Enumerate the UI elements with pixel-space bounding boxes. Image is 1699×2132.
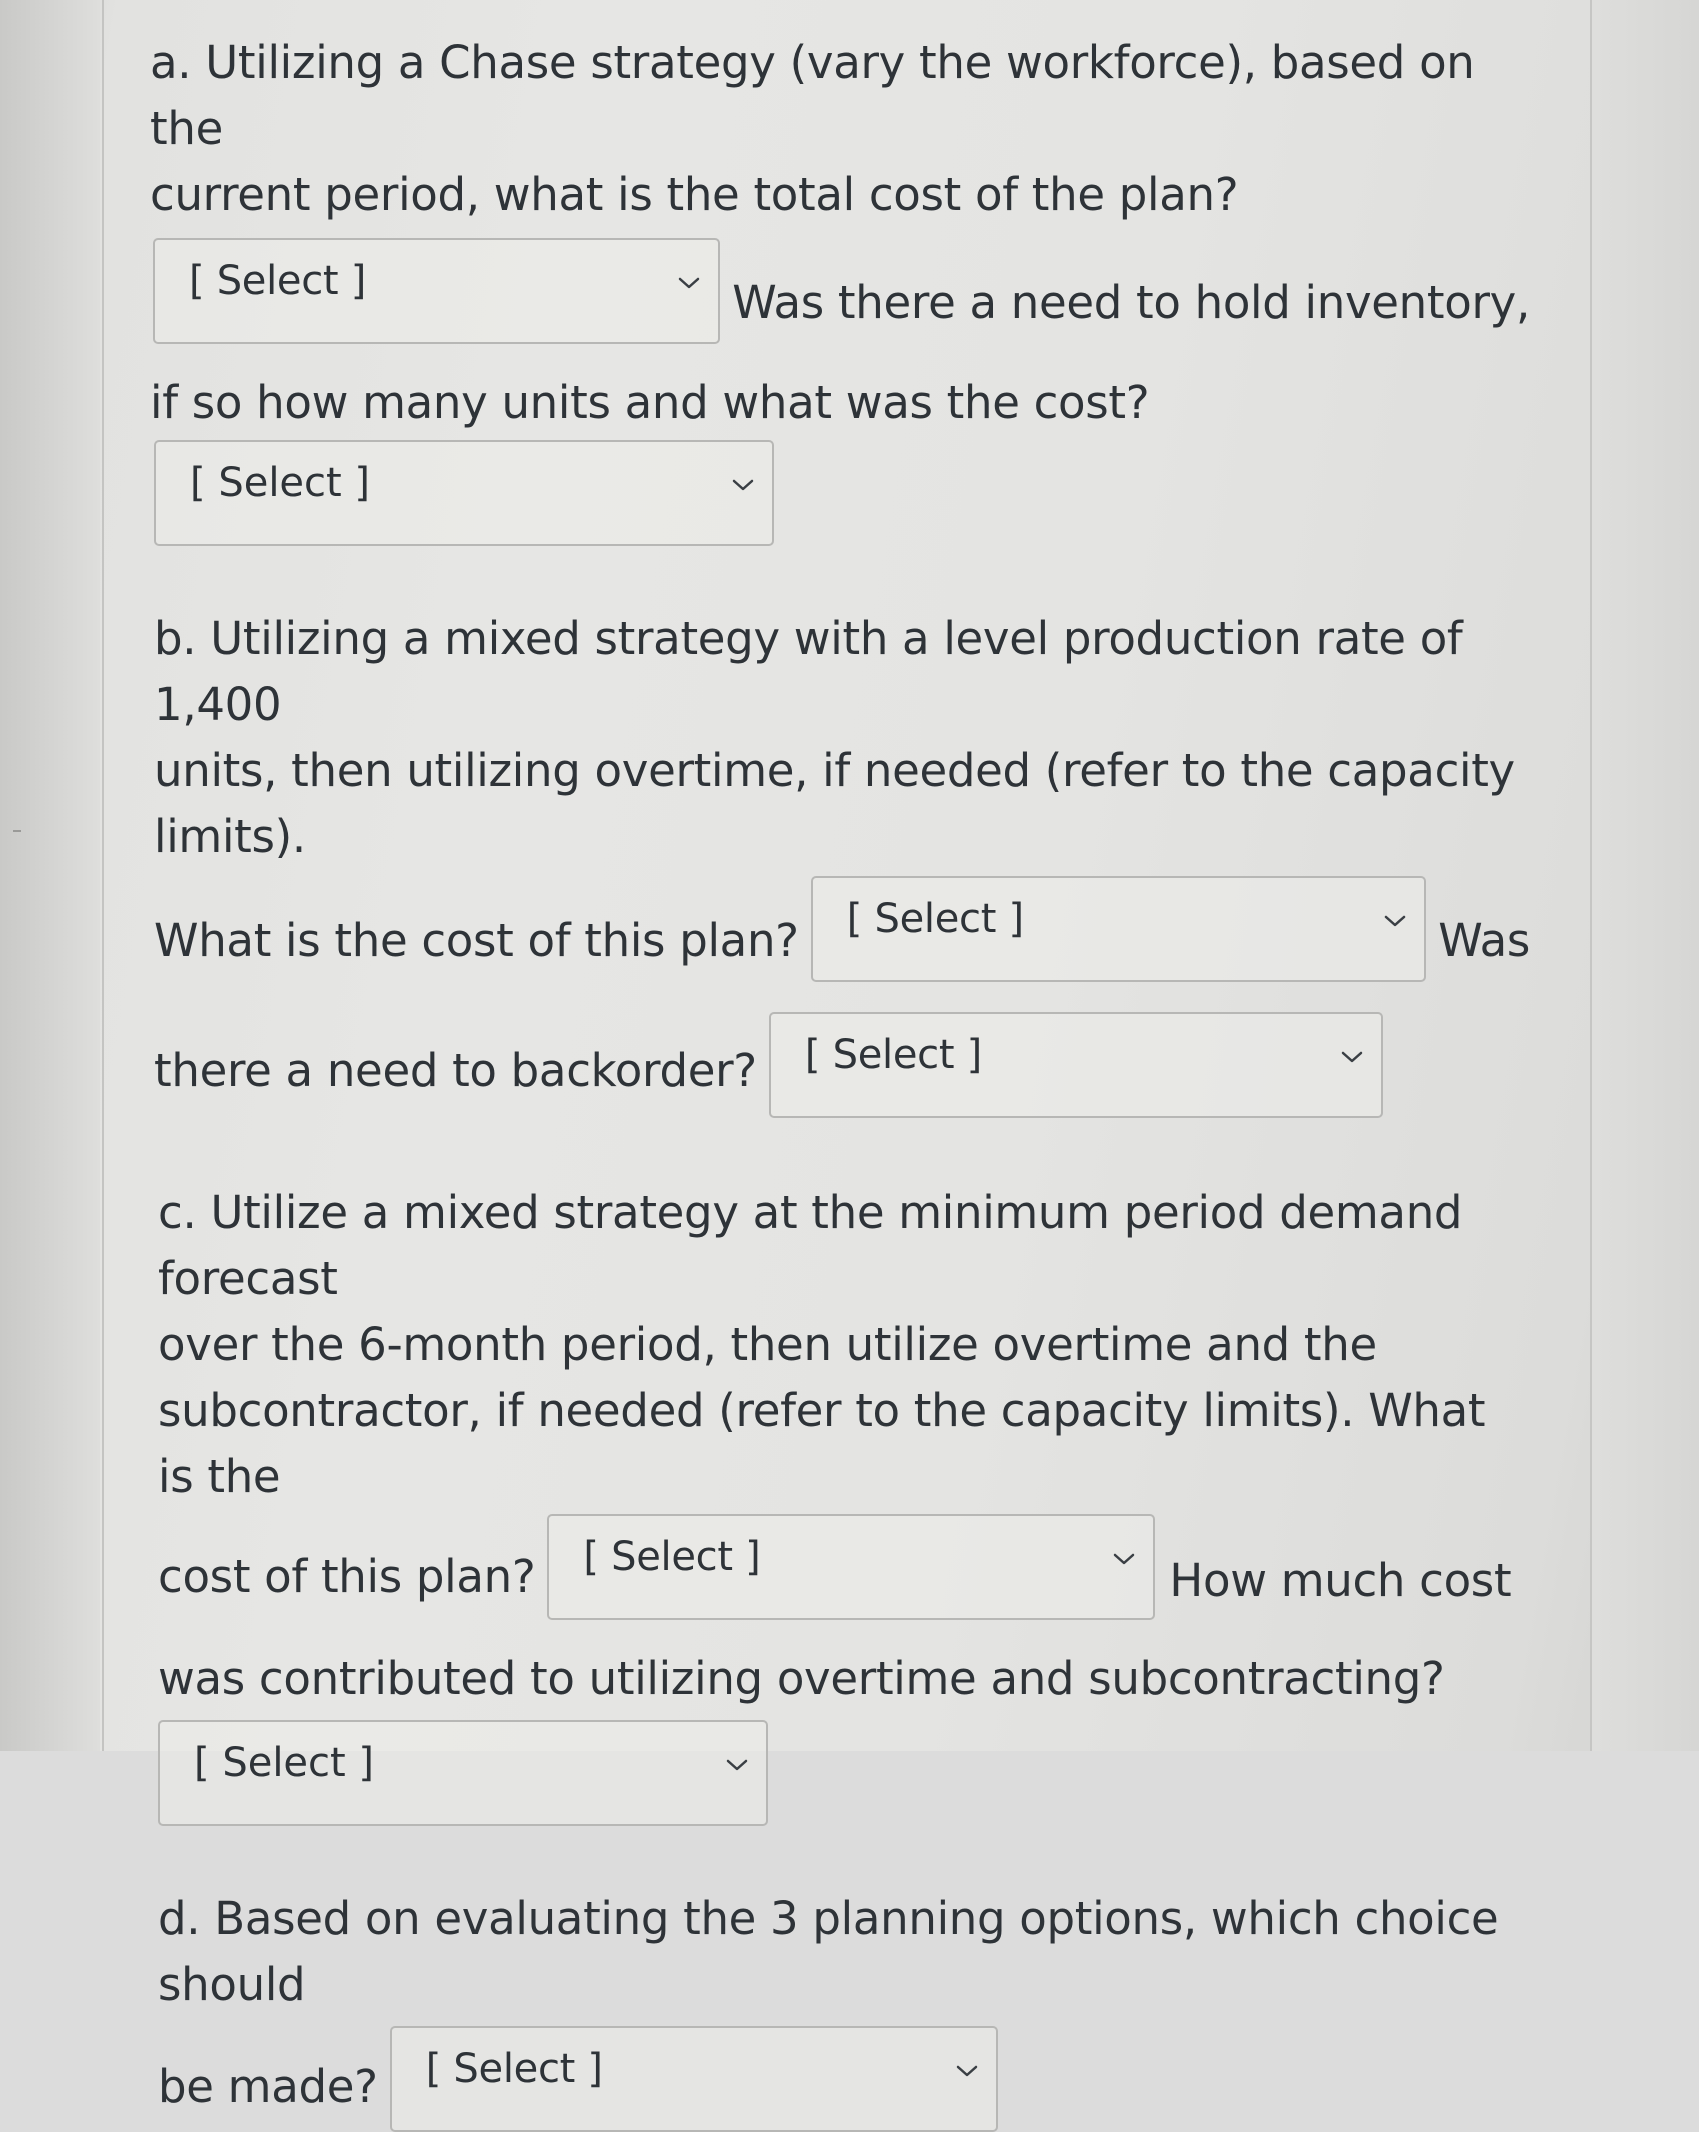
question-c-line-3: subcontractor, if needed (refer to the capacity limits). What is the [158, 1384, 1486, 1503]
question-c-overtime-select-value: [ Select ] [194, 1740, 375, 1786]
question-b-line-1: b. Utilizing a mixed strategy with a level production rate of 1,400 [154, 612, 1463, 731]
question-d [150, 1886, 1530, 2132]
question-a-inventory-prompt: Was there a need to hold inventory, [732, 276, 1530, 329]
question-b-line-3 [154, 876, 1530, 982]
question-b-cost-select-value: [ Select ] [846, 896, 1024, 942]
question-c [150, 1180, 1530, 1826]
question-c-line-6 [158, 1720, 1530, 1826]
right-margin [1592, 0, 1699, 1751]
question-c-line-2: over the 6-month period, then utilize overtime and the [158, 1318, 1377, 1371]
question-a-line-1: a. Utilizing a Chase strategy (vary the workforce), based on the [150, 36, 1475, 155]
question-d-choice-select[interactable] [390, 2026, 998, 2132]
question-d-line-1: d. Based on evaluating the 3 planning options, which choice should [158, 1892, 1499, 2011]
question-a-line-3 [150, 238, 1530, 344]
content-left-border [102, 0, 104, 1751]
left-margin [0, 0, 100, 1751]
question-c-cost-select-value: [ Select ] [583, 1534, 761, 1580]
chevron-down-icon [722, 1755, 752, 1775]
question-c-line-1: c. Utilize a mixed strategy at the minimum period demand forecast [158, 1186, 1463, 1305]
question-content [150, 30, 1530, 2132]
question-b-backorder-select[interactable] [769, 1012, 1383, 1118]
question-c-line-4 [158, 1514, 1530, 1620]
question-d-choice-select-value: [ Select ] [425, 2046, 603, 2092]
chevron-down-icon [674, 273, 704, 293]
question-a-cost-select-value: [ Select ] [189, 258, 367, 304]
chevron-down-icon [952, 2061, 982, 2081]
question-a-line-5 [150, 440, 1530, 546]
question-a-line-4: if so how many units and what was the cost? [150, 376, 1150, 429]
question-c-overtime-prompt-start: How much cost [1169, 1554, 1512, 1607]
question-b-cost-select[interactable] [811, 876, 1426, 982]
chevron-down-icon [1337, 1047, 1367, 1067]
question-b-backorder-prompt: there a need to backorder? [154, 1044, 757, 1097]
question-a-inventory-select[interactable] [154, 440, 774, 546]
question-d-line-2 [158, 2026, 1530, 2132]
margin-tick-mark [13, 830, 21, 832]
question-b-line-4 [154, 1012, 1530, 1118]
question-b-backorder-prompt-start: Was [1438, 914, 1530, 967]
question-c-cost-prompt: cost of this plan? [158, 1550, 536, 1603]
question-b [150, 606, 1530, 1118]
question-a-inventory-select-value: [ Select ] [190, 460, 371, 506]
question-a [150, 30, 1530, 546]
question-c-overtime-select[interactable] [158, 1720, 768, 1826]
question-a-cost-select[interactable] [153, 238, 720, 344]
question-b-line-2: units, then utilizing overtime, if needed (refer to the capacity limits). [154, 744, 1515, 863]
chevron-down-icon [1109, 1549, 1139, 1569]
question-b-cost-prompt: What is the cost of this plan? [154, 914, 799, 967]
question-b-backorder-select-value: [ Select ] [804, 1032, 982, 1078]
chevron-down-icon [728, 475, 758, 495]
question-a-line-2: current period, what is the total cost of the plan? [150, 168, 1239, 221]
question-c-line-5: was contributed to utilizing overtime and subcontracting? [158, 1652, 1445, 1705]
question-c-cost-select[interactable] [547, 1514, 1155, 1620]
chevron-down-icon [1380, 911, 1410, 931]
question-d-choice-prompt: be made? [158, 2060, 378, 2113]
